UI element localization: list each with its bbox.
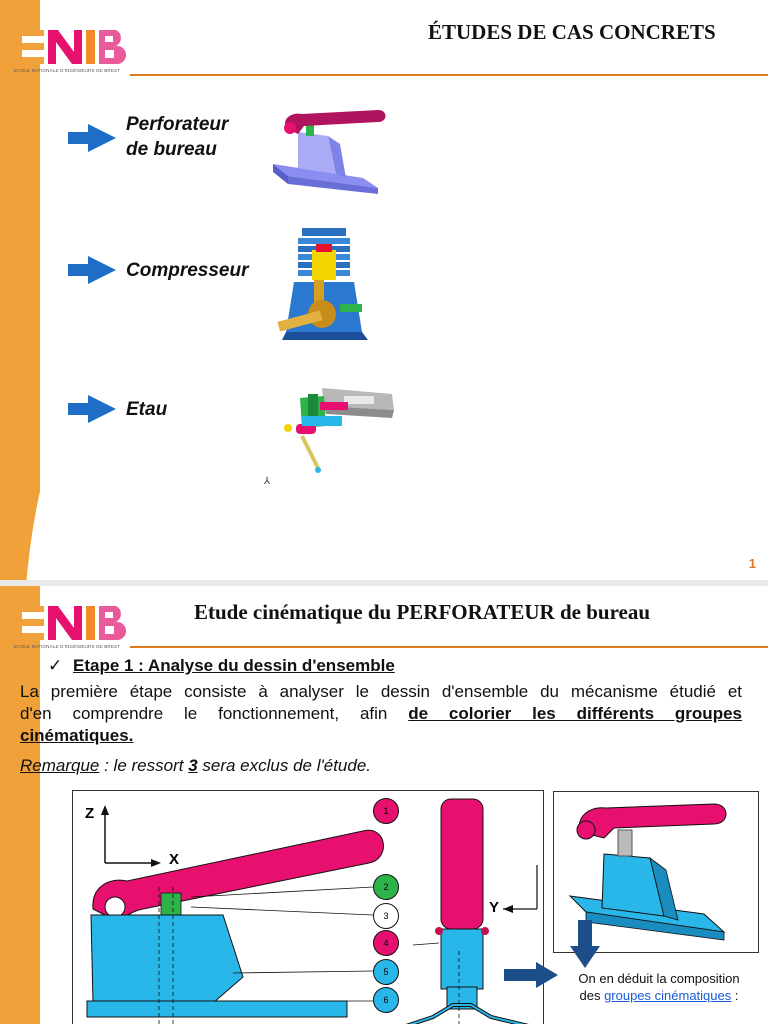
etau-illustration <box>282 380 398 480</box>
remark <box>20 755 742 777</box>
study-label-line2: de bureau <box>126 139 217 160</box>
arrow-right-icon <box>68 256 118 284</box>
logo-subtitle: ECOLE NATIONALE D'INGÉNIEURS DE BREST <box>14 644 121 649</box>
remark-text: : le ressort <box>99 756 189 775</box>
slide-2 <box>0 586 768 1024</box>
study-label-line1: Etau <box>126 399 168 420</box>
remark-text-end: sera exclus de l'étude. <box>197 756 372 775</box>
compresseur-illustration <box>276 222 376 346</box>
check-icon: ✓ <box>48 656 63 675</box>
paragraph-line-1: La première étape consiste à analyser le dessin d'ensemble du mécanisme étudié et <box>20 682 742 701</box>
study-label-line1: Compresseur <box>126 260 249 281</box>
step-heading-row <box>48 656 395 676</box>
arrow-right-icon <box>68 395 118 423</box>
title-rule <box>130 74 768 76</box>
arrow-right-icon <box>504 962 560 988</box>
deduction-line-1: On en déduit la composition <box>578 971 740 986</box>
paragraph-emphasis: de colorier les différents groupes <box>408 704 742 723</box>
orange-side-band <box>0 0 40 580</box>
axis-label-z: Z <box>85 805 95 822</box>
deduction-suffix: : <box>731 988 739 1003</box>
remark-label: Remarque <box>20 756 100 775</box>
slide-background-curve <box>24 0 768 580</box>
deduction-line-2 <box>559 987 759 1004</box>
arrow-down-icon <box>570 920 600 968</box>
assembly-drawing <box>72 790 544 1024</box>
page-number: 1 <box>748 556 756 571</box>
paragraph-line-3: cinématiques. <box>20 726 134 745</box>
axis-label-y: Y <box>489 899 500 916</box>
callout-1: 1 <box>373 798 399 824</box>
logo-subtitle: ECOLE NATIONALE D'INGÉNIEURS DE BREST <box>14 68 121 73</box>
deduction-text <box>559 970 759 1004</box>
deduction-prefix: des <box>579 988 605 1003</box>
callout-6: 6 <box>373 987 399 1013</box>
paragraph-line-2 <box>20 703 742 725</box>
slide-2-title: Etude cinématique du PERFORATEUR de bureau <box>194 600 651 624</box>
study-item-perforateur <box>126 112 228 162</box>
perforateur-illustration <box>268 104 390 198</box>
callout-5: 5 <box>373 959 399 985</box>
callout-3: 3 <box>373 903 399 929</box>
slide-1-title: ÉTUDES DE CAS CONCRETS <box>428 20 716 44</box>
callout-4: 4 <box>373 930 399 956</box>
assembly-drawing-svg <box>73 791 543 1024</box>
step-heading: Etape 1 : Analyse du dessin d'ensemble <box>72 656 395 675</box>
title-rule <box>130 646 768 648</box>
study-item-etau <box>126 397 167 422</box>
axis-label-x: X <box>169 851 180 868</box>
paragraph-text: d'en comprendre le fonctionnement, afin <box>20 704 388 723</box>
study-item-compresseur <box>126 258 249 283</box>
arrow-right-icon <box>68 124 118 152</box>
axis-triad-icon: ⅄ <box>264 476 271 487</box>
remark-number: 3 <box>188 756 198 775</box>
groupes-cinematiques-link[interactable]: groupes cinématiques <box>604 988 732 1003</box>
callout-2: 2 <box>373 874 399 900</box>
study-label-line1: Perforateur <box>126 114 229 135</box>
